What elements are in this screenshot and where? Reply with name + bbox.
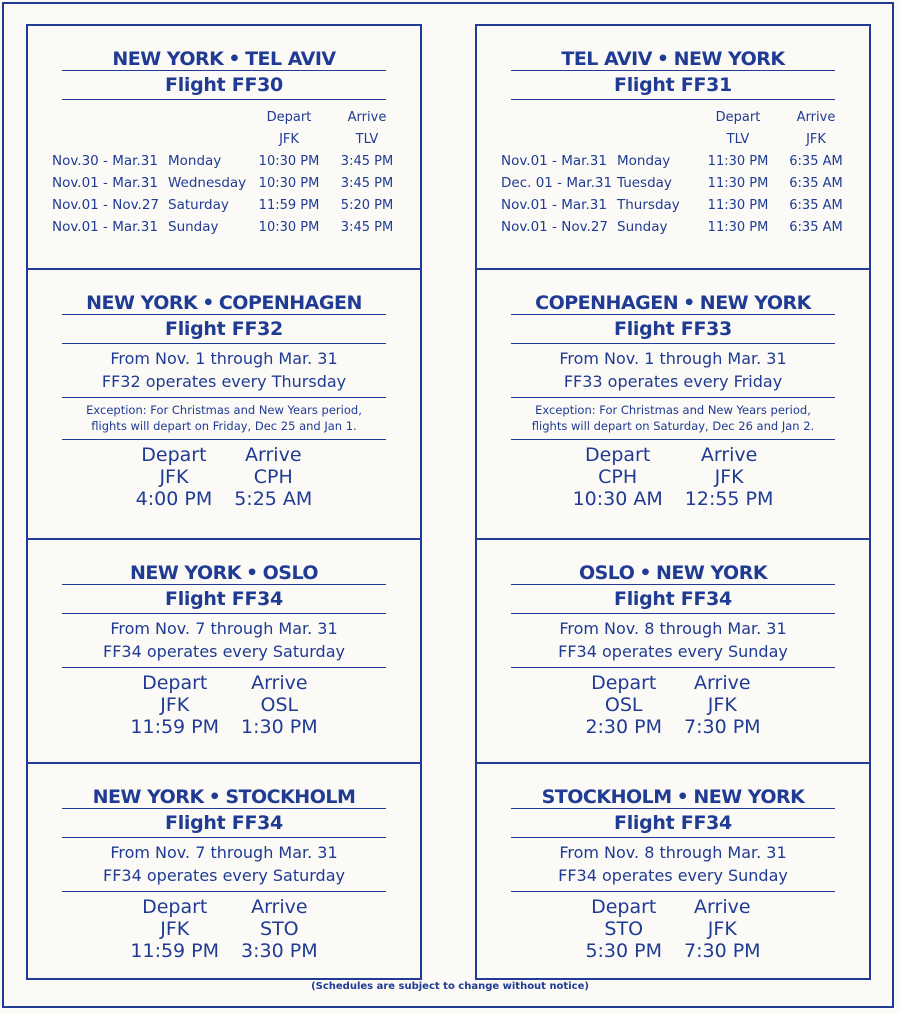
table-row: [499, 150, 855, 172]
route-separator: •: [245, 562, 258, 584]
date-range: Dec. 01 - Mar.31: [501, 175, 613, 191]
table-row: [50, 216, 406, 238]
header-from-code: TLV: [726, 131, 750, 147]
schedule-info: [477, 614, 869, 667]
arrive-airport: STO: [260, 918, 299, 940]
route-destination: NEW YORK: [673, 48, 785, 70]
flight-times: [28, 892, 420, 962]
route-destination: NEW YORK: [699, 292, 811, 314]
date-range-text: From Nov. 8 through Mar. 31: [559, 619, 787, 638]
arrive-column: [234, 444, 312, 510]
arrive-time: 3:45 PM: [340, 175, 394, 191]
depart-time: 11:30 PM: [707, 219, 769, 235]
depart-column: [130, 672, 219, 738]
table-header-row: [50, 128, 406, 150]
depart-time: 11:30 PM: [707, 153, 769, 169]
flight-number: Flight FF32: [165, 318, 283, 340]
depart-time: 11:59 PM: [258, 197, 320, 213]
depart-time: 10:30 AM: [572, 488, 663, 510]
depart-airport: CPH: [598, 466, 638, 488]
table-header-row: [50, 106, 406, 128]
flight-times: [477, 440, 869, 510]
arrive-column: [685, 444, 774, 510]
flight-number: Flight FF34: [614, 812, 732, 834]
date-range: Nov.30 - Mar.31: [52, 153, 158, 169]
flight-number: Flight FF34: [165, 588, 283, 610]
route-origin: OSLO: [578, 562, 635, 584]
date-range: Nov.01 - Mar.31: [501, 197, 607, 213]
day: Monday: [617, 153, 671, 169]
depart-time: 11:30 PM: [707, 197, 769, 213]
date-range: Nov.01 - Nov.27: [501, 219, 608, 235]
arrive-time: 6:35 AM: [789, 175, 843, 191]
flight-number: Flight FF34: [614, 588, 732, 610]
schedule-disclaimer: (Schedules are subject to change without notice): [311, 981, 589, 992]
depart-label: Depart: [591, 896, 657, 918]
arrive-label: Arrive: [700, 444, 758, 466]
flight-number: Flight FF34: [165, 812, 283, 834]
flight-times: [477, 668, 869, 738]
panel-new-york-stockholm: [28, 762, 420, 978]
route-title: [511, 786, 835, 808]
header-to-code: TLV: [355, 131, 379, 147]
date-range-text: From Nov. 8 through Mar. 31: [559, 843, 787, 862]
schedule-info: [477, 838, 869, 891]
flight-number: Flight FF33: [614, 318, 732, 340]
route-destination: NEW YORK: [656, 562, 768, 584]
arrive-column: [684, 672, 761, 738]
header-empty: [50, 128, 166, 150]
arrive-column: [241, 896, 318, 962]
arrive-time: 7:30 PM: [684, 940, 761, 962]
route-destination: STOCKHOLM: [225, 786, 356, 808]
depart-label: Depart: [585, 444, 651, 466]
depart-airport: STO: [604, 918, 644, 940]
route-origin: NEW YORK: [129, 562, 241, 584]
date-range: Nov.01 - Mar.31: [501, 153, 607, 169]
header-empty: [166, 106, 250, 128]
route-origin: NEW YORK: [86, 292, 198, 314]
route-origin: NEW YORK: [112, 48, 224, 70]
route-separator: •: [676, 786, 689, 808]
arrive-airport: JFK: [714, 466, 744, 488]
route-separator: •: [228, 48, 241, 70]
arrive-time: 7:30 PM: [684, 716, 761, 738]
schedule-table: [499, 106, 855, 238]
depart-time: 11:30 PM: [707, 175, 769, 191]
arrive-time: 5:25 AM: [234, 488, 313, 510]
header-depart: Depart: [715, 109, 761, 125]
arrive-time: 6:35 AM: [789, 197, 843, 213]
route-origin: STOCKHOLM: [541, 786, 672, 808]
header-arrive: Arrive: [347, 109, 387, 125]
operating-day-text: FF32 operates every Thursday: [101, 372, 347, 391]
panel-new-york-tel-aviv: [28, 26, 420, 268]
panel-stockholm-new-york: [477, 762, 869, 978]
divider: [511, 99, 835, 100]
header-depart: Depart: [266, 109, 312, 125]
depart-airport: JFK: [160, 918, 190, 940]
flight-number: Flight FF30: [165, 74, 283, 96]
exception-line: flights will depart on Saturday, Dec 26 and Jan 2.: [531, 419, 815, 433]
depart-column: [585, 672, 662, 738]
exception-line: Exception: For Christmas and New Years period,: [535, 403, 811, 417]
route-origin: TEL AVIV: [561, 48, 652, 70]
depart-time: 2:30 PM: [585, 716, 662, 738]
arrive-label: Arrive: [251, 672, 308, 694]
arrive-airport: OSL: [260, 694, 299, 716]
date-range: Nov.01 - Nov.27: [52, 197, 159, 213]
table-row: [50, 194, 406, 216]
panel-tel-aviv-new-york: [477, 26, 869, 268]
depart-label: Depart: [142, 672, 208, 694]
route-title: [511, 48, 835, 70]
day: Thursday: [617, 197, 680, 213]
arrive-time: 12:55 PM: [684, 488, 774, 510]
depart-column: [130, 896, 219, 962]
route-destination: COPENHAGEN: [218, 292, 362, 314]
header-empty: [499, 106, 615, 128]
route-title: [62, 48, 386, 70]
divider: [62, 99, 386, 100]
arrive-airport: JFK: [707, 694, 737, 716]
panel-copenhagen-new-york: [477, 268, 869, 538]
arrive-time: 6:35 AM: [789, 219, 843, 235]
flight-times: [28, 668, 420, 738]
route-separator: •: [639, 562, 652, 584]
depart-time: 11:59 PM: [130, 940, 220, 962]
table-row: [50, 172, 406, 194]
arrive-airport: CPH: [253, 466, 293, 488]
operating-day-text: FF33 operates every Friday: [563, 372, 783, 391]
route-separator: •: [683, 292, 695, 314]
header-empty: [615, 106, 699, 128]
arrive-column: [241, 672, 318, 738]
exception-line: Exception: For Christmas and New Years period,: [86, 403, 362, 417]
depart-time: 10:30 PM: [258, 219, 320, 235]
route-destination: TEL AVIV: [245, 48, 336, 70]
header-to-code: JFK: [806, 131, 826, 147]
route-origin: COPENHAGEN: [535, 292, 679, 314]
route-separator: •: [208, 786, 221, 808]
arrive-time: 3:45 PM: [340, 219, 394, 235]
depart-airport: JFK: [159, 466, 189, 488]
day: Tuesday: [617, 175, 672, 191]
exception-note: [477, 398, 869, 439]
table-header-row: [499, 106, 855, 128]
depart-airport: OSL: [604, 694, 643, 716]
schedule-info: [28, 344, 420, 397]
date-range: Nov.01 - Mar.31: [52, 175, 158, 191]
depart-column: [585, 896, 662, 962]
day: Sunday: [617, 219, 668, 235]
date-range: Nov.01 - Mar.31: [52, 219, 158, 235]
route-separator: •: [202, 292, 214, 314]
operating-day-text: FF34 operates every Saturday: [103, 642, 345, 661]
depart-column: [573, 444, 663, 510]
route-title: [62, 786, 386, 808]
route-title: [511, 562, 835, 584]
operating-day-text: FF34 operates every Sunday: [558, 866, 788, 885]
header-empty: [615, 128, 699, 150]
table-row: [499, 194, 855, 216]
schedule-info: [28, 838, 420, 891]
depart-label: Depart: [591, 672, 657, 694]
depart-label: Depart: [142, 896, 208, 918]
table-row: [499, 216, 855, 238]
table-row: [50, 150, 406, 172]
operating-day-text: FF34 operates every Saturday: [103, 866, 345, 885]
route-destination: NEW YORK: [693, 786, 805, 808]
arrive-time: 5:20 PM: [340, 197, 394, 213]
arrive-time: 3:45 PM: [340, 153, 394, 169]
route-title: [511, 292, 835, 314]
arrive-column: [684, 896, 761, 962]
schedule-info: [477, 344, 869, 397]
return-column: [475, 24, 871, 980]
date-range-text: From Nov. 1 through Mar. 31: [559, 349, 787, 368]
exception-line: flights will depart on Friday, Dec 25 and Jan 1.: [91, 419, 357, 433]
schedule-table: [50, 106, 406, 238]
flight-times: [477, 892, 869, 962]
day: Saturday: [168, 197, 229, 213]
depart-label: Depart: [141, 444, 207, 466]
exception-note: [28, 398, 420, 439]
date-range-text: From Nov. 7 through Mar. 31: [110, 843, 338, 862]
outbound-column: [26, 24, 422, 980]
schedule-info: [28, 614, 420, 667]
header-arrive: Arrive: [796, 109, 836, 125]
panel-new-york-oslo: [28, 538, 420, 762]
depart-time: 11:59 PM: [130, 716, 220, 738]
header-empty: [499, 128, 615, 150]
header-empty: [166, 128, 250, 150]
depart-airport: JFK: [160, 694, 190, 716]
arrive-label: Arrive: [694, 896, 751, 918]
date-range-text: From Nov. 7 through Mar. 31: [110, 619, 338, 638]
arrive-label: Arrive: [245, 444, 302, 466]
day: Sunday: [168, 219, 219, 235]
route-destination: OSLO: [262, 562, 319, 584]
flight-number: Flight FF31: [614, 74, 732, 96]
flight-times: [28, 440, 420, 510]
arrive-label: Arrive: [251, 896, 308, 918]
header-empty: [50, 106, 166, 128]
depart-time: 10:30 PM: [258, 175, 320, 191]
day: Wednesday: [168, 175, 247, 191]
table-row: [499, 172, 855, 194]
route-title: [62, 292, 386, 314]
day: Monday: [168, 153, 222, 169]
arrive-airport: JFK: [707, 918, 737, 940]
depart-time: 10:30 PM: [258, 153, 320, 169]
arrive-time: 3:30 PM: [241, 940, 318, 962]
panel-oslo-new-york: [477, 538, 869, 762]
arrive-label: Arrive: [694, 672, 751, 694]
depart-time: 4:00 PM: [135, 488, 213, 510]
table-header-row: [499, 128, 855, 150]
operating-day-text: FF34 operates every Sunday: [558, 642, 788, 661]
arrive-time: 1:30 PM: [241, 716, 318, 738]
panel-new-york-copenhagen: [28, 268, 420, 538]
route-title: [62, 562, 386, 584]
depart-time: 5:30 PM: [585, 940, 662, 962]
route-separator: •: [656, 48, 669, 70]
date-range-text: From Nov. 1 through Mar. 31: [110, 349, 338, 368]
route-origin: NEW YORK: [92, 786, 204, 808]
depart-column: [136, 444, 213, 510]
header-from-code: JFK: [279, 131, 299, 147]
arrive-time: 6:35 AM: [789, 153, 843, 169]
